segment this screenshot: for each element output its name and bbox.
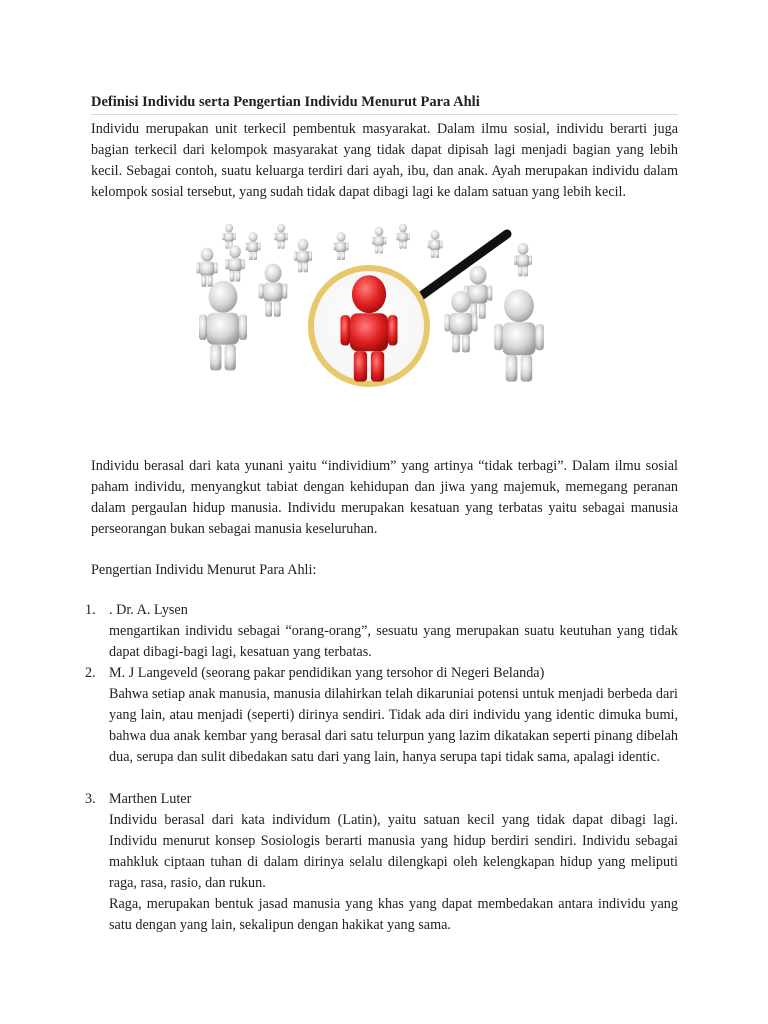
expert-name: M. J Langeveld (seorang pakar pendidikan yang tersohor di Negeri Belanda) xyxy=(109,665,545,681)
expert-description xyxy=(109,684,678,768)
title-divider xyxy=(91,114,678,115)
expert-description xyxy=(109,621,678,663)
document-title: Definisi Individu serta Pengertian Individu Menurut Para Ahli xyxy=(91,94,480,110)
list-number: 2. xyxy=(85,665,96,681)
expert-description-text: Raga, merupakan bentuk jasad manusia yang khas yang dapat membedakan antara individu yang satu dengan yang lain, sekalipun dengan hakikat yang sama. xyxy=(109,896,678,933)
expert-name: Marthen Luter xyxy=(109,791,192,807)
expert-name: . Dr. A. Lysen xyxy=(109,602,188,618)
etymology-paragraph: Individu berasal dari kata yunani yaitu “individium” yang artinya “tidak terbagi”. Dalam ilmu sosial paham individu, menyangkut tabiat dengan kehidupan dan jiwa yang majemuk, memegang peranan dalam pergaulan hidup manusia. Individu merupakan kesatuan yang terbatas yaitu sebagai manusia perseorangan bukan sebagai manusia keseluruhan. xyxy=(91,458,678,537)
intro-paragraph: Individu merupakan unit terkecil pembentuk masyarakat. Dalam ilmu sosial, individu berarti juga bagian terkecil dari kelompok masyarakat yang tidak dapat dipisah lagi menjadi bagian yang lebih kecil. Sebagai contoh, suatu keluarga terdiri dari ayah, ibu, dan anak. Ayah merupakan individu dalam kelompok sosial tersebut, yang sudah tidak dapat dibagi lagi ke dalam satuan yang lebih kecil. xyxy=(91,121,678,200)
expert-description-text: Individu berasal dari kata individum (Latin), yaitu satuan kecil yang tidak dapat dibagi lagi. Individu menurut konsep Sosiologis berarti manusia yang hidup berdiri sendiri. Individu sebagai mahkluk ciptaan tuhan di dalam dirinya selalu dilengkapi oleh kelengkapan hidup yang meliputi raga, rasa, rasio, dan rukun. xyxy=(109,812,678,891)
expert-description xyxy=(109,810,678,936)
list-number: 1. xyxy=(85,602,96,618)
individual-magnifier-illustration xyxy=(193,224,553,439)
list-number: 3. xyxy=(85,791,96,807)
expert-description-text: Bahwa setiap anak manusia, manusia dilahirkan telah dikaruniai potensi untuk menjadi berbeda dari yang lain, atau menjadi (seperti) dirinya sendiri. Tidak ada diri individu yang identic dimuka bumi, bahwa dua anak kembar yang berasal dari satu telurpun yang lazim dikatakan seperti pinang dibelah dua, serupa dan sulit dibedakan satu dari yang lain, hanya serupa tapi tidak sama, apalagi identic. xyxy=(109,686,678,765)
experts-subheading: Pengertian Individu Menurut Para Ahli: xyxy=(91,562,317,578)
expert-description-text: mengartikan individu sebagai “orang-orang”, sesuatu yang merupakan suatu keutuhan yang tidak dapat dibagi-bagi lagi, kesatuan yang terbatas. xyxy=(109,623,678,660)
